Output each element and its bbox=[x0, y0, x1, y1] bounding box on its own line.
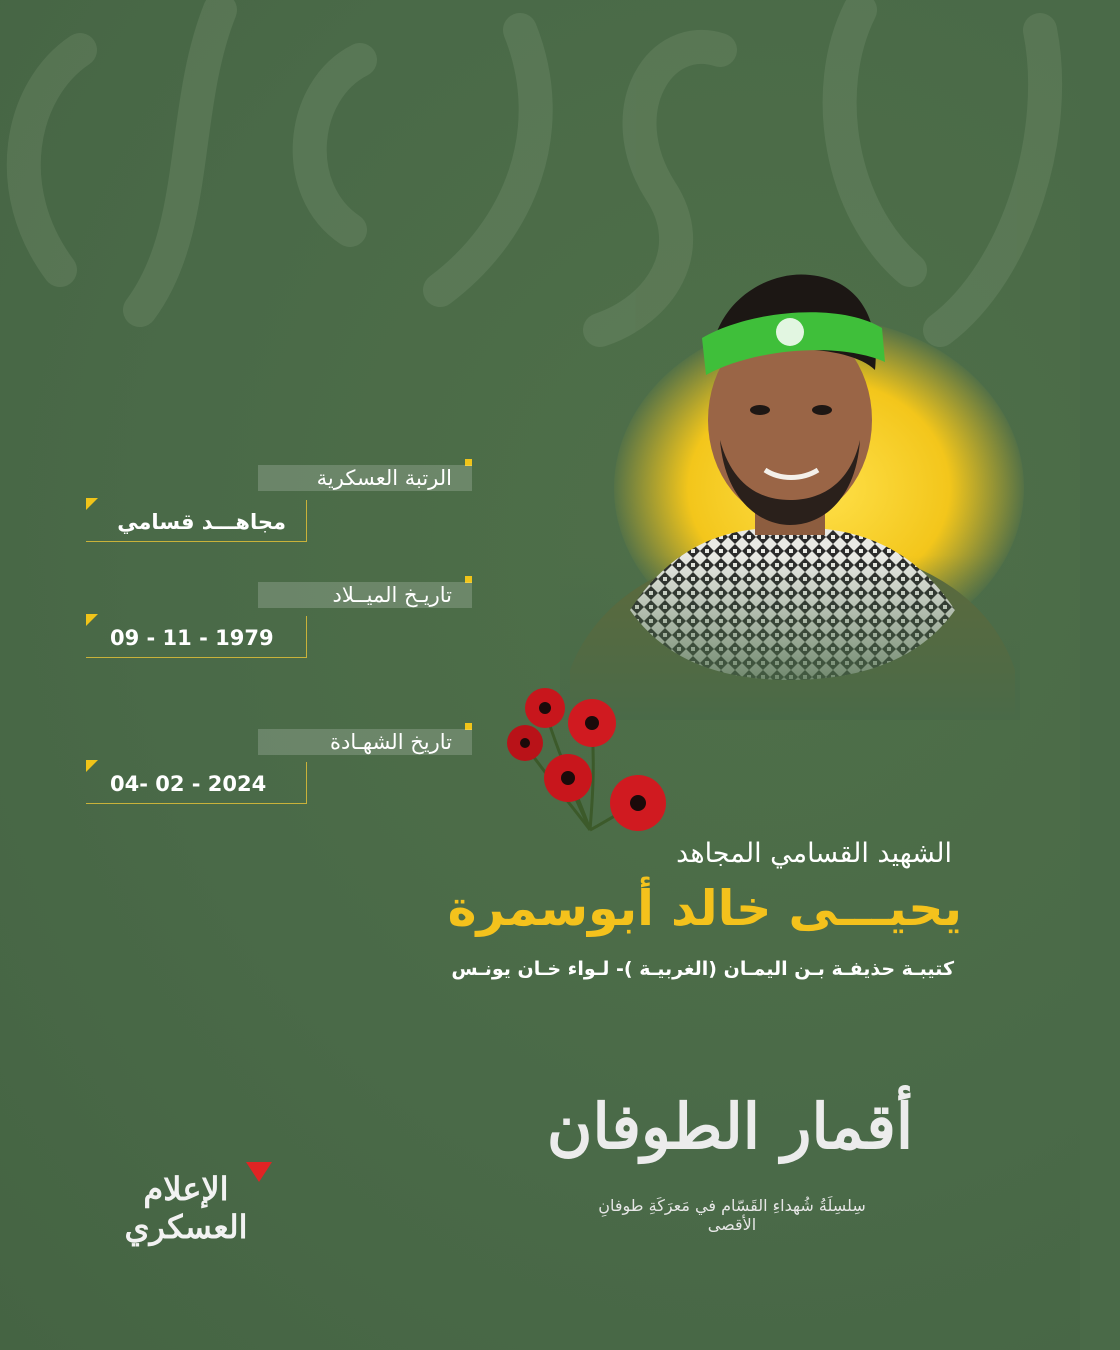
birth-date-value: 09 - 11 - 1979 bbox=[86, 616, 307, 658]
rank-label: الرتبة العسكرية bbox=[258, 465, 472, 491]
martyr-name: يحيـــى خالد أبوسمرة bbox=[447, 880, 962, 937]
military-media-logo-text: الإعلام العسكري bbox=[124, 1170, 248, 1246]
red-poppies-decoration bbox=[500, 680, 690, 850]
martyr-unit: كتيبـة حذيفـة بـن اليمـان (الغربيـة )- لـواء خـان يونـس bbox=[451, 958, 954, 980]
military-media-logo bbox=[78, 1162, 294, 1246]
martyrdom-date-label: تاريخ الشهـادة bbox=[258, 729, 472, 755]
series-subtitle: سِلسِلَةُ شُهداءِ القَسّام في مَعرَكَةِ طوفانِ الأقصى bbox=[598, 1196, 866, 1234]
martyr-title: الشهيد القسامي المجاهد bbox=[676, 838, 952, 869]
series-title: أقمار الطوفان bbox=[546, 1090, 914, 1163]
birth-date-label: تاريـخ الميــلاد bbox=[258, 582, 472, 608]
series-logo bbox=[546, 1060, 914, 1190]
martyr-portrait bbox=[560, 250, 1020, 720]
rank-value: مجاهـــد قسامي bbox=[86, 500, 307, 542]
martyrdom-date-value: 04- 02 - 2024 bbox=[86, 762, 307, 804]
